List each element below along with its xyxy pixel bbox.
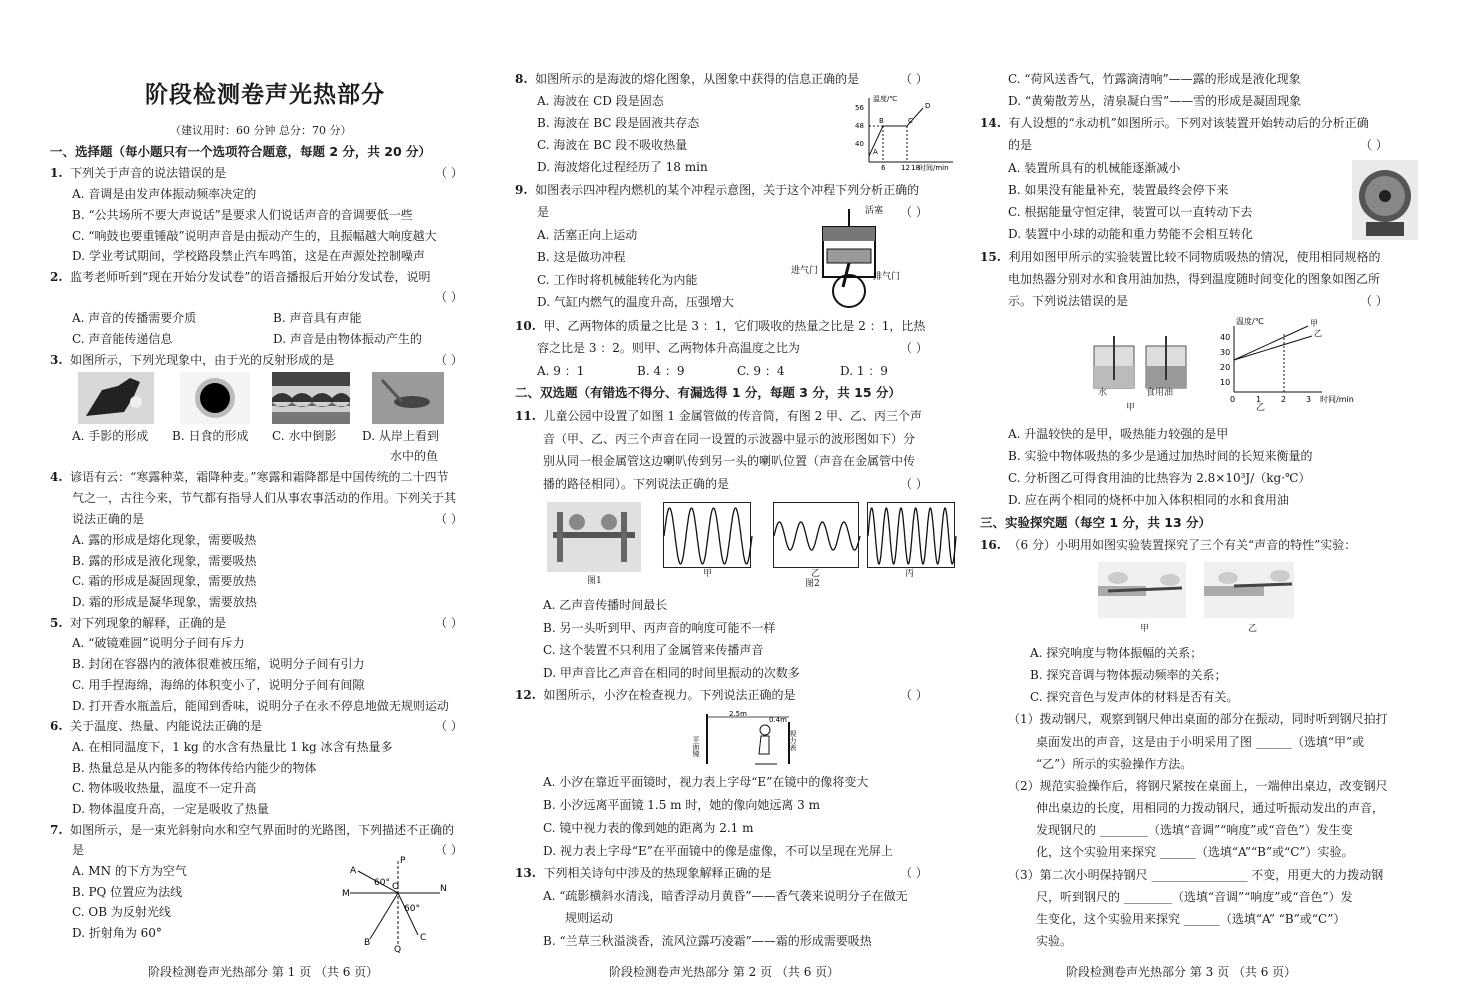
q11-waveform-yi [773, 502, 859, 568]
q5-option-c: C. 用手捏海绵，海绵的体积变小了，说明分子间有间隙 [72, 678, 365, 692]
q6-option-c: C. 物体吸收热量，温度不一定升高 [72, 781, 257, 795]
q7-label-a: A [350, 866, 357, 876]
q16-part-2: （2）规范实验操作后，将钢尺紧按在桌面上，一端伸出桌边，改变钢尺 [1008, 779, 1388, 793]
q7-angle-1: 60° [374, 878, 390, 888]
footer-page-3: 阶段检测卷声光热部分 第 3 页 （共 6 页） [1066, 965, 1297, 979]
q11-image-sound-tube [547, 502, 641, 572]
q16-part-2-cont: 伸出桌边的长度，用相同的力拨动钢尺，通过听振动发出的声音， [1036, 801, 1385, 815]
q7-answer: （ ） [435, 843, 463, 857]
q3-option-b: B. 日食的形成 [172, 429, 249, 443]
q16-part-1-cont-2: “乙”）所示的实验操作方法。 [1036, 757, 1193, 771]
q12-option-b: B. 小汐远离平面镜 1.5 m 时，她的像向她远离 3 m [543, 798, 820, 812]
q12-answer: （ ） [900, 688, 928, 702]
q11-option-d: D. 甲声音比乙声音在相同的时间里振动的次数多 [543, 666, 800, 680]
q16-part-3-cont-2: 生变化，这个实验用来探究 ______（选填“A” “B”或“C”） [1036, 912, 1346, 926]
q7-label-b: B [364, 938, 371, 948]
q3-option-d: D. 从岸上看到 [362, 429, 439, 443]
q9-engine-diagram [791, 203, 911, 315]
q15-ytick-30: 30 [1220, 348, 1231, 357]
q4-answer: （ ） [435, 512, 463, 526]
q2-option-a: A. 声音的传播需要介质 [72, 311, 197, 325]
q11-option-b: B. 另一头听到甲、丙声音的响度可能不一样 [543, 621, 776, 635]
q13-option-d: D. “黄菊散芳丛，清泉凝白雪”——雪的形成是凝固现象 [1008, 94, 1302, 108]
q9-option-c: C. 工作时将机械能转化为内能 [537, 273, 698, 287]
q1-option-d: D. 学业考试期间，学校路段禁止汽车鸣笛，这是在声源处控制噪声 [72, 249, 425, 263]
q8-option-c: C. 海波在 BC 段不吸收热量 [537, 138, 688, 152]
q16-label-yi: 乙 [1248, 624, 1258, 634]
q12-dist-2: 0.4m [769, 716, 787, 724]
q13-option-a: A. “疏影横斜水清浅，暗香浮动月黄昏”——香气袭来说明分子在做无 [543, 889, 908, 903]
q2-stem: 2. 监考老师听到“现在开始分发试卷”的语音播报后开始分发试卷，说明 [50, 270, 431, 284]
q4-stem-3: 说法正确的是 [72, 512, 145, 526]
q8-ytick-1: 56 [855, 104, 864, 112]
q9-stem-2: 是 [537, 205, 550, 219]
q14-stem: 14. 有人设想的“永动机”如图所示。下列对该装置开始转动后的分析正确 [980, 116, 1369, 130]
q9-option-a: A. 活塞正向上运动 [537, 228, 638, 242]
q8-melting-graph [853, 92, 959, 172]
q7-label-n: N [440, 884, 447, 894]
q13-answer: （ ） [900, 866, 928, 880]
q15-xtick-3: 3 [1306, 395, 1312, 404]
q15-xtick-1: 1 [1256, 395, 1262, 404]
q4-option-a: A. 露的形成是熔化现象，需要吸热 [72, 533, 257, 547]
q15-option-d: D. 应在两个相同的烧杯中加入体积相同的水和食用油 [1008, 493, 1289, 507]
q16-item-a: A. 探究响度与物体振幅的关系； [1030, 646, 1203, 660]
page-1 [50, 0, 495, 999]
q15-ytick-40: 40 [1220, 333, 1231, 342]
q16-item-c: C. 探究音色与发声体的材料是否有关。 [1030, 690, 1239, 704]
q2-option-b: B. 声音具有声能 [273, 311, 362, 325]
q7-label-q: Q [394, 945, 402, 955]
q1-option-c: C. “响鼓也要重锤敲”说明声音是由振动产生的，且振幅越大响度越大 [72, 229, 437, 243]
page-3 [980, 0, 1425, 999]
section-3-heading: 三、实验探究题（每空 1 分，共 13 分） [980, 515, 1212, 530]
q12-option-c: C. 镜中视力表的像到她的距离为 2.1 m [543, 821, 754, 835]
q9-answer: （ ） [900, 205, 928, 219]
q7-label-o: O [392, 882, 400, 892]
q11-option-a: A. 乙声音传播时间最长 [543, 598, 668, 612]
q10-option-b: B. 4 ：9 [637, 364, 685, 378]
q16-part-1: （1）拨动钢尺，观察到钢尺伸出桌面的部分在振动，同时听到钢尺拍打 [1008, 712, 1388, 726]
q13-option-b: B. “兰草三秋溢淡香，流风泣露巧凌霜”——霜的形成需要吸热 [543, 934, 872, 948]
q4-stem-2: 气之一，古往今来，节气都有指导人们从事农事活动的作用。下列关于其 [72, 491, 457, 505]
q3-answer: （ ） [435, 353, 463, 367]
q8-point-b: B [879, 117, 884, 125]
q16-stem: 16. （6 分）小明用如图实验装置探究了三个有关“声音的特性”实验： [980, 538, 1357, 552]
q16-part-3-cont: 尺，听到钢尺的 ________（选填“音调”“响度”或“音色”）发 [1036, 890, 1353, 904]
q7-angle-2: 60° [404, 904, 420, 914]
exam-meta: （建议用时：60 分钟 总分：70 分） [170, 124, 352, 137]
q15-line-jia: 甲 [1310, 319, 1318, 328]
q3-image-hand-shadow [78, 372, 154, 424]
q7-option-d: D. 折射角为 60° [72, 926, 162, 940]
q3-option-c: C. 水中倒影 [272, 429, 337, 443]
q15-caption-yi: 乙 [1256, 403, 1266, 413]
q15-option-c: C. 分析图乙可得食用油的比热容为 2.8×10³J/（kg·℃） [1008, 471, 1311, 485]
q8-option-d: D. 海波熔化过程经历了 18 min [537, 160, 708, 174]
q14-option-c: C. 根据能量守恒定律，装置可以一直转动下去 [1008, 205, 1253, 219]
q11-waveform-jia [663, 502, 751, 568]
q16-part-2-cont-2: 发现钢尺的 ________（选填“音调”“响度”或“音色”）发生变 [1036, 823, 1353, 837]
q16-label-jia: 甲 [1140, 624, 1150, 634]
q11-fig1-caption: 图1 [587, 576, 602, 586]
q10-option-c: C. 9 ：4 [737, 364, 785, 378]
q5-option-b: B. 封闭在容器内的液体很难被压缩，说明分子间有引力 [72, 657, 365, 671]
q5-stem: 5. 对下列现象的解释，正确的是 [50, 616, 227, 630]
q10-option-a: A. 9 ：1 [537, 364, 585, 378]
q13-stem: 13. 下列相关诗句中涉及的热现象解释正确的是 [515, 866, 772, 880]
page-title: 阶段检测卷声光热部分 [145, 82, 385, 108]
q16-part-3-cont-3: 实验。 [1036, 934, 1073, 948]
q16-item-b: B. 探究音调与物体振动频率的关系； [1030, 668, 1227, 682]
q15-answer: （ ） [1360, 294, 1388, 308]
q15-label-oil: 食用油 [1146, 388, 1174, 398]
q13-option-a-cont: 规则运动 [565, 911, 614, 925]
q2-option-c: C. 声音能传递信息 [72, 332, 173, 346]
page-2 [515, 0, 963, 999]
q15-xtick-0: 0 [1230, 395, 1236, 404]
q7-label-p: P [400, 856, 406, 866]
q11-label-jia: 甲 [703, 569, 713, 579]
q10-stem-2: 容之比是 3 ：2。则甲、乙两物体升高温度之比为 [537, 341, 800, 355]
q2-answer: （ ） [435, 290, 463, 304]
q8-option-b: B. 海波在 BC 段是固液共存态 [537, 116, 700, 130]
q15-label-water: 水 [1098, 388, 1108, 398]
q8-xtick-3: 18 [911, 164, 920, 172]
q8-ylabel: 温度/℃ [873, 95, 898, 103]
q15-temperature-graph [1208, 314, 1368, 406]
q6-option-d: D. 物体温度升高，一定是吸收了热量 [72, 802, 269, 816]
q1-option-a: A. 音调是由发声体振动频率决定的 [72, 187, 257, 201]
q14-option-b: B. 如果没有能量补充，装置最终会停下来 [1008, 183, 1229, 197]
q3-stem: 3. 如图所示，下列光现象中，由于光的反射形成的是 [50, 353, 335, 367]
q8-ytick-3: 40 [855, 140, 864, 148]
q15-xtick-2: 2 [1281, 395, 1287, 404]
q11-stem-4: 播的路径相同）。下列说法正确的是 [543, 477, 730, 491]
q8-point-d: D [925, 102, 931, 110]
footer-page-1: 阶段检测卷声光热部分 第 1 页 （共 6 页） [148, 965, 379, 979]
q9-label-exhaust: 排气门 [873, 272, 901, 282]
q9-option-d: D. 气缸内燃气的温度升高，压强增大 [537, 295, 734, 309]
q16-part-2-cont-3: 化，这个实验用来探究 ______（选填“A”“B”或“C”）实验。 [1036, 845, 1354, 859]
q1-stem: 1. 下列关于声音的说法错误的是 [50, 166, 227, 180]
q15-ytick-20: 20 [1220, 363, 1231, 372]
q12-option-a: A. 小汐在靠近平面镜时，视力表上字母“E”在镜中的像将变大 [543, 775, 869, 789]
q8-stem: 8. 如图所示的是海波的熔化图象，从图象中获得的信息正确的是 [515, 72, 860, 86]
q8-option-a: A. 海波在 CD 段是固态 [537, 94, 664, 108]
q11-label-yi: 乙 [811, 569, 821, 579]
q12-dist-1: 2.5m [729, 710, 747, 718]
q14-perpetual-machine-image [1352, 160, 1418, 240]
q8-xtick-1: 6 [881, 164, 886, 172]
q6-option-b: B. 热量总是从内能多的物体传给内能少的物体 [72, 761, 317, 775]
section-2-heading: 二、双选题（有错选不得分、有漏选得 1 分，每题 3 分，共 15 分） [515, 385, 901, 400]
q8-xlabel: 时间/min [919, 164, 949, 172]
q12-chart-label: 视力表 [789, 730, 797, 751]
q13-option-c: C. “荷风送香气，竹露滴清响”——露的形成是液化现象 [1008, 72, 1301, 86]
q4-stem: 4. 谚语有云：“寒露种菜，霜降种麦。”寒露和霜降都是中国传统的二十四节 [50, 470, 449, 484]
footer-page-2: 阶段检测卷声光热部分 第 2 页 （共 6 页） [609, 965, 840, 979]
q15-option-a: A. 升温较快的是甲，吸热能力较强的是甲 [1008, 427, 1229, 441]
q5-option-a: A. “破镜难圆”说明分子间有斥力 [72, 636, 245, 650]
q3-image-solar-eclipse [180, 372, 250, 424]
q10-answer: （ ） [900, 341, 928, 355]
q15-stem-3: 示。下列说法错误的是 [1008, 294, 1129, 308]
q4-option-c: C. 霜的形成是凝固现象，需要放热 [72, 574, 257, 588]
q7-diagram-light-path [340, 855, 450, 953]
q15-option-b: B. 实验中物体吸热的多少是通过加热时间的长短来衡量的 [1008, 449, 1313, 463]
q5-answer: （ ） [435, 616, 463, 630]
q11-stem-2: 音（甲、乙、丙三个声音在同一设置的示波器中显示的波形图如下）分 [543, 432, 916, 446]
q15-ytick-10: 10 [1220, 378, 1231, 387]
q8-ytick-2: 48 [855, 122, 864, 130]
q11-answer: （ ） [900, 477, 928, 491]
q12-mirror-label: 平面镜 [692, 736, 700, 757]
q7-option-b: B. PQ 位置应为法线 [72, 885, 183, 899]
q16-image-yi [1204, 562, 1294, 618]
q6-answer: （ ） [435, 719, 463, 733]
q10-stem: 10. 甲、乙两物体的质量之比是 3 ：1，它们吸收的热量之比是 2 ：1，比热 [515, 319, 926, 333]
q9-stem: 9. 如图表示四冲程内燃机的某个冲程示意图，关于这个冲程下列分析正确的 [515, 183, 920, 197]
q12-eye-test-diagram [692, 708, 801, 768]
q11-stem: 11. 儿童公园中设置了如图 1 金属管做的传音筒，有图 2 甲、乙、丙三个声 [515, 409, 923, 423]
q11-stem-3: 别从同一根金属管这边喇叭传到另一头的喇叭位置（声音在金属管中传 [543, 454, 916, 468]
q3-option-a: A. 手影的形成 [72, 429, 149, 443]
q8-answer: （ ） [900, 72, 928, 86]
q8-xtick-2: 12 [901, 164, 910, 172]
q11-label-bing: 丙 [905, 569, 915, 579]
q15-ylabel: 温度/℃ [1236, 317, 1264, 326]
q1-option-b: B. “公共场所不要大声说话”是要求人们说话声音的音调要低一些 [72, 208, 413, 222]
q7-stem-2: 是 [72, 843, 85, 857]
q4-option-b: B. 露的形成是液化现象，需要吸热 [72, 554, 257, 568]
q11-fig2-caption: 图2 [805, 579, 820, 589]
q7-stem: 7. 如图所示，是一束光斜射向水和空气界面时的光路图，下列描述不正确的 [50, 823, 455, 837]
q2-option-d: D. 声音是由物体振动产生的 [273, 332, 422, 346]
q14-option-a: A. 装置所具有的机械能逐渐减小 [1008, 161, 1181, 175]
q16-image-jia [1098, 562, 1186, 618]
q9-option-b: B. 这是做功冲程 [537, 250, 626, 264]
q6-stem: 6. 关于温度、热量、内能说法正确的是 [50, 719, 263, 733]
q12-stem: 12. 如图所示，小汐在检查视力。下列说法正确的是 [515, 688, 796, 702]
q15-stem: 15. 利用如图甲所示的实验装置比较不同物质吸热的情况，使用相同规格的 [980, 250, 1381, 264]
q7-option-c: C. OB 为反射光线 [72, 905, 171, 919]
q5-option-d: D. 打开香水瓶盖后，能闻到香味，说明分子在永不停息地做无规则运动 [72, 699, 449, 713]
q7-option-a: A. MN 的下方为空气 [72, 864, 187, 878]
q9-label-piston: 活塞 [865, 206, 884, 216]
q8-point-c: C [908, 117, 913, 125]
q15-line-yi: 乙 [1314, 329, 1322, 338]
q14-option-d: D. 装置中小球的动能和重力势能不会相互转化 [1008, 227, 1253, 241]
q16-part-1-cont: 桌面发出的声音，这是由于小明采用了图 ______（选填“甲”或 [1036, 735, 1365, 749]
q3-image-fish-in-water [372, 372, 444, 424]
section-1-heading: 一、选择题（每小题只有一个选项符合题意，每题 2 分，共 20 分） [50, 144, 432, 159]
q16-part-3: （3）第二次小明保持钢尺 ________________ 不变，用更大的力拨动钢 [1008, 868, 1384, 882]
q15-caption-jia: 甲 [1126, 403, 1136, 413]
q15-stem-2: 电加热器分别对水和食用油加热，得到温度随时间变化的图象如图乙所 [1008, 272, 1381, 286]
q6-option-a: A. 在相同温度下，1 kg 的水含有热量比 1 kg 冰含有热量多 [72, 740, 393, 754]
q15-xlabel: 时间/min [1320, 395, 1354, 404]
q7-label-m: M [342, 889, 350, 899]
q9-label-intake: 进气门 [791, 266, 819, 276]
q3-option-d-cont: 水中的鱼 [390, 449, 439, 463]
q11-option-c: C. 这个装置不只利用了金属管来传播声音 [543, 643, 764, 657]
q12-option-d: D. 视力表上字母“E”在平面镜中的像是虚像，不可以呈现在光屏上 [543, 844, 893, 858]
q3-image-water-reflection [272, 372, 350, 424]
q14-answer: （ ） [1360, 138, 1388, 152]
q4-option-d: D. 霜的形成是凝华现象，需要放热 [72, 595, 257, 609]
q11-waveform-bing [867, 502, 955, 568]
q14-stem-2: 的是 [1008, 138, 1033, 152]
q8-point-a: A [873, 148, 878, 156]
q10-option-d: D. 1 ：9 [840, 364, 888, 378]
q7-label-c: C [420, 933, 427, 943]
q1-answer: （ ） [435, 166, 463, 180]
